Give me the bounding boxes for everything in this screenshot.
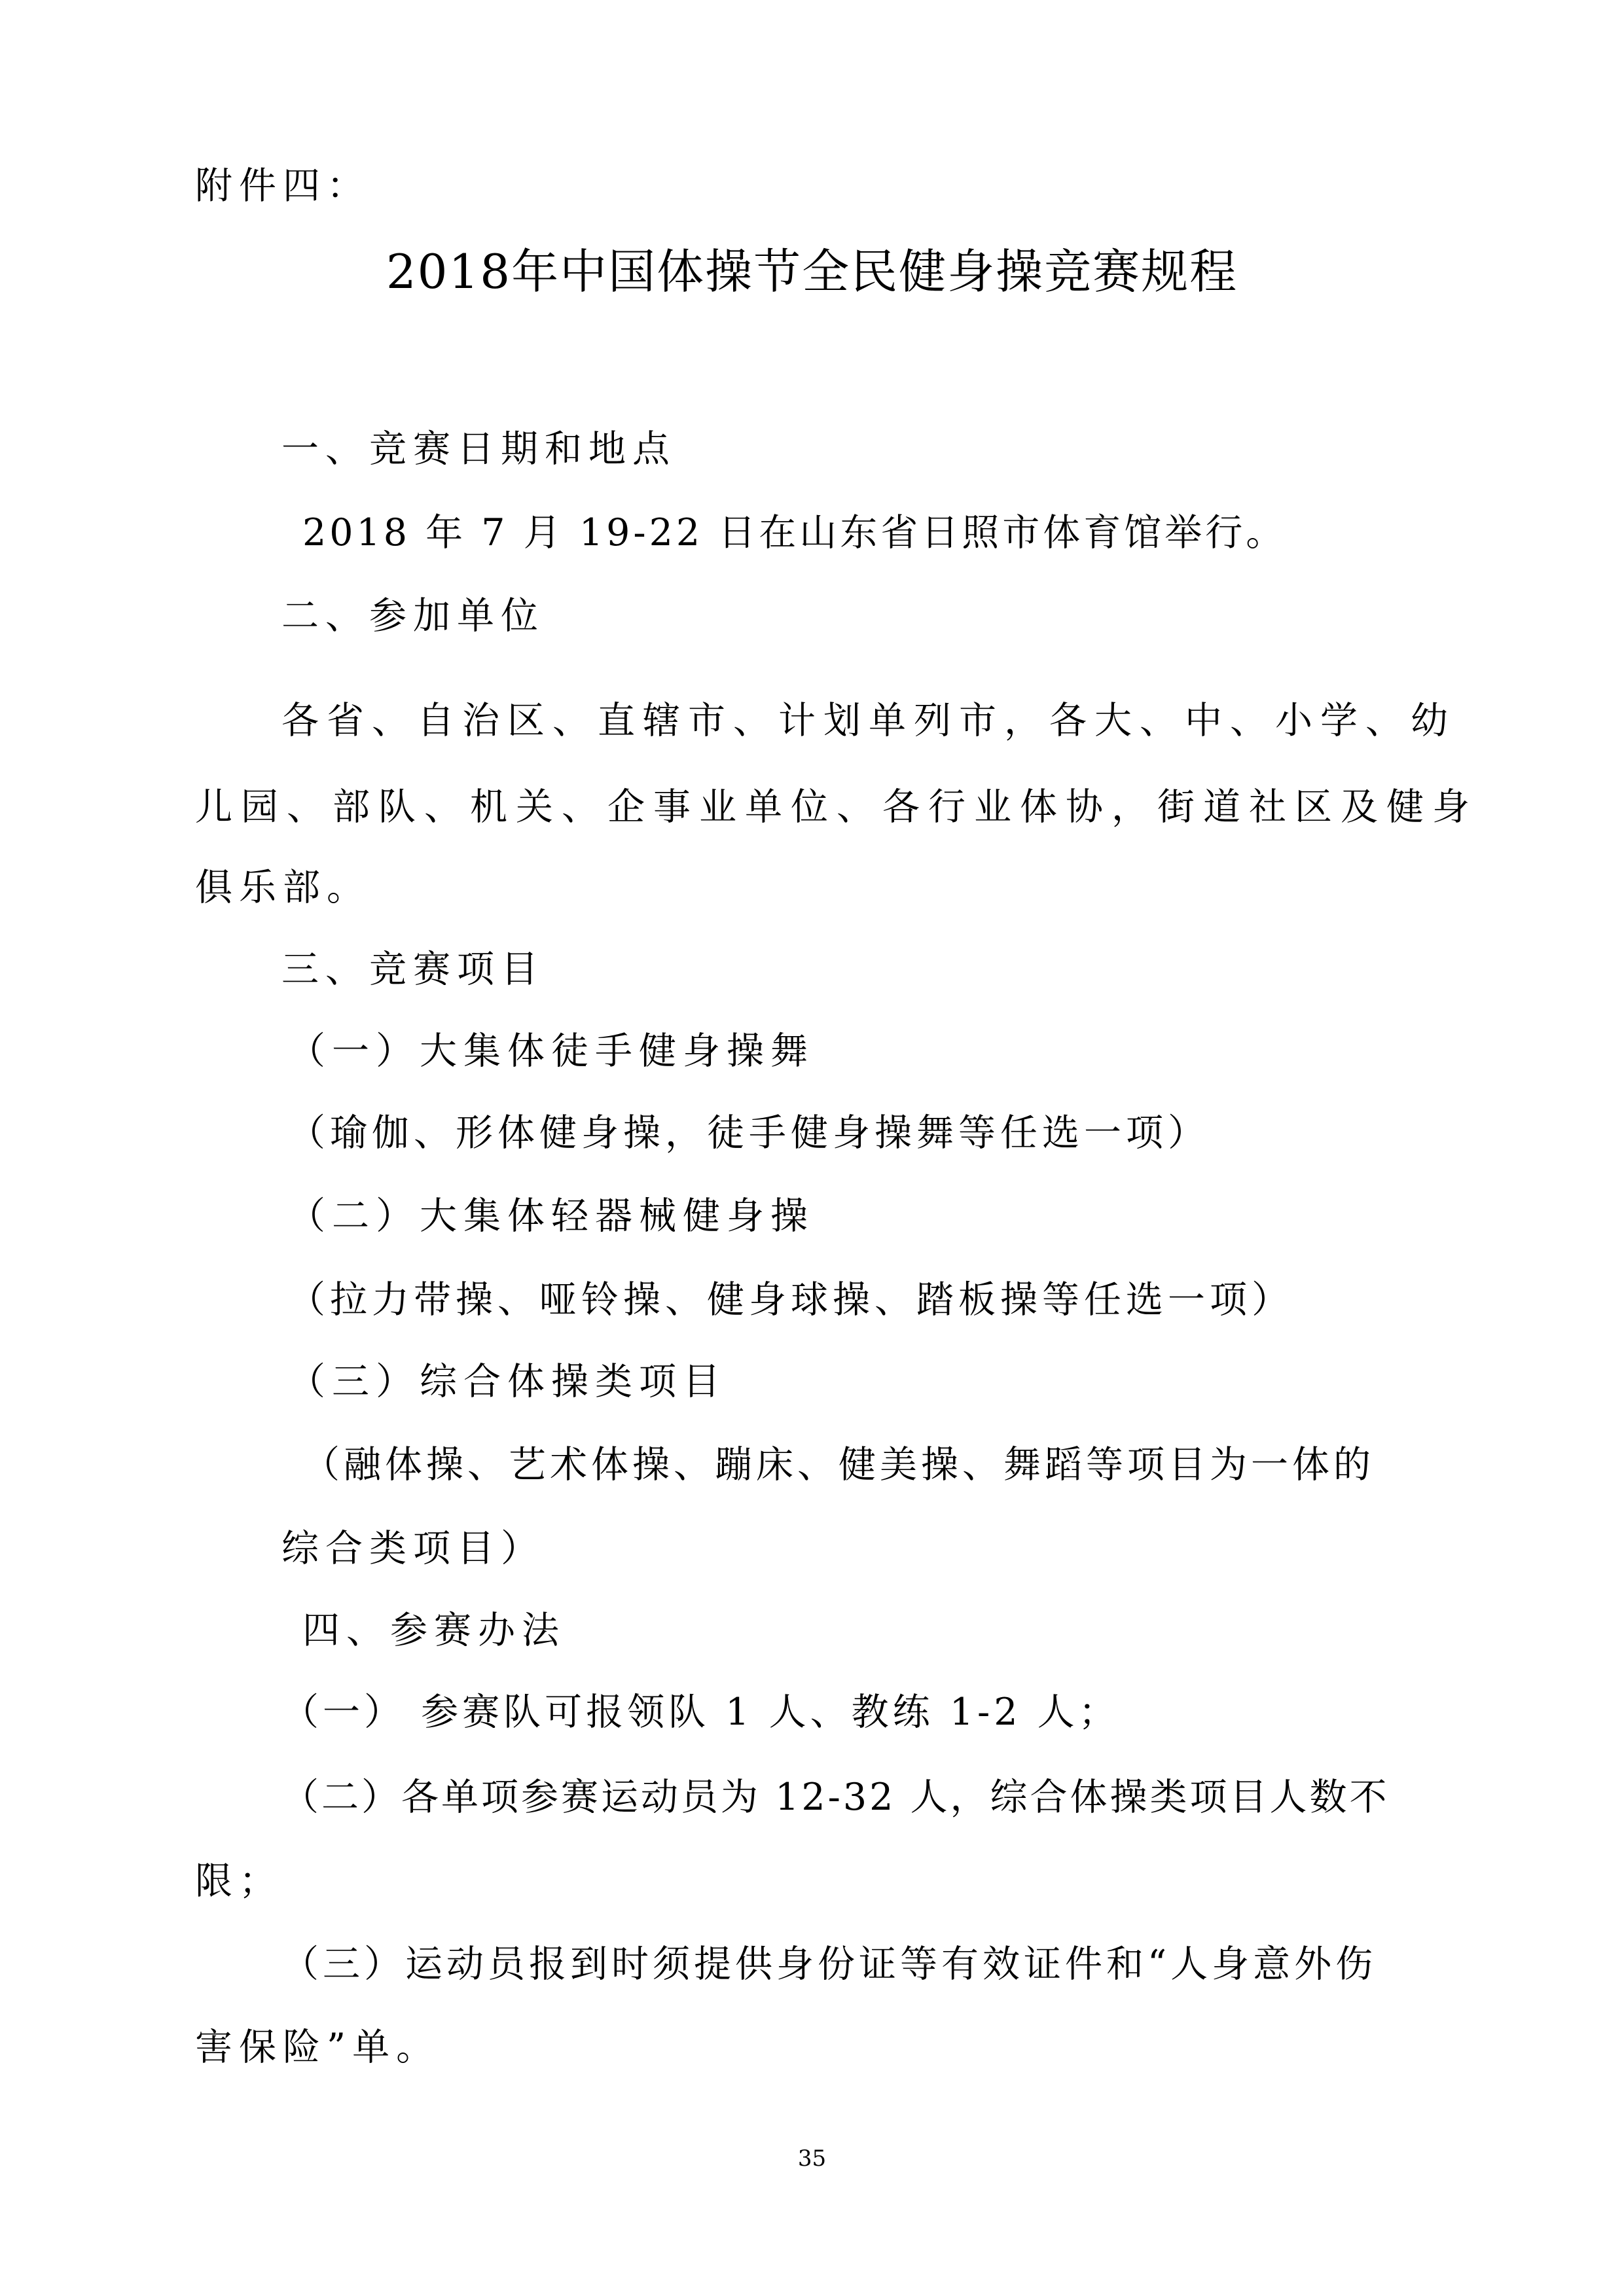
section-4-item-2-line-2: 限；: [195, 1859, 283, 1903]
section-4-item-3-line-1: （三）运动员报到时须提供身份证等有效证件和“人身意外伤: [281, 1943, 1377, 1986]
section-1-heading: 一、竞赛日期和地点: [281, 427, 676, 471]
section-3-item-3-note-line-1: （融体操、艺术体操、蹦床、健美操、舞蹈等项目为一体的: [302, 1443, 1375, 1486]
section-4-item-2-line-1: （二）各单项参赛运动员为 12-32 人，综合体操类项目人数不: [281, 1776, 1390, 1819]
section-4-heading: 四、参赛办法: [302, 1609, 566, 1652]
section-2-text-line-2: 儿园、部队、机关、企事业单位、各行业体协，街道社区及健身: [195, 785, 1478, 829]
page-number: 35: [797, 2145, 827, 2172]
section-1-text: 2018 年 7 月 19-22 日在山东省日照市体育馆举行。: [302, 511, 1287, 554]
section-2-text-line-3: 俱乐部。: [195, 866, 370, 909]
section-3-item-1-note: （瑜伽、形体健身操，徒手健身操舞等任选一项）: [288, 1111, 1210, 1155]
section-3-item-2: （二）大集体轻器械健身操: [288, 1194, 814, 1238]
section-3-item-2-note: （拉力带操、哑铃操、健身球操、踏板操等任选一项）: [288, 1278, 1293, 1321]
section-4-item-1: （一） 参赛队可报领队 1 人、教练 1-2 人；: [281, 1691, 1120, 1734]
section-3-item-3-note-line-2: 综合类项目）: [281, 1527, 545, 1570]
section-3-item-3: （三）综合体操类项目: [288, 1360, 727, 1403]
section-3-item-1: （一）大集体徒手健身操舞: [288, 1030, 814, 1073]
attachment-label: 附件四：: [195, 164, 370, 207]
page-title: 2018年中国体操节全民健身操竞赛规程: [386, 244, 1238, 299]
section-4-item-3-line-2: 害保险”单。: [195, 2026, 441, 2069]
section-3-heading: 三、竞赛项目: [281, 948, 545, 991]
section-2-heading: 二、参加单位: [281, 594, 545, 637]
section-2-text-line-1: 各省、自治区、直辖市、计划单列市，各大、中、小学、幼: [281, 699, 1456, 742]
